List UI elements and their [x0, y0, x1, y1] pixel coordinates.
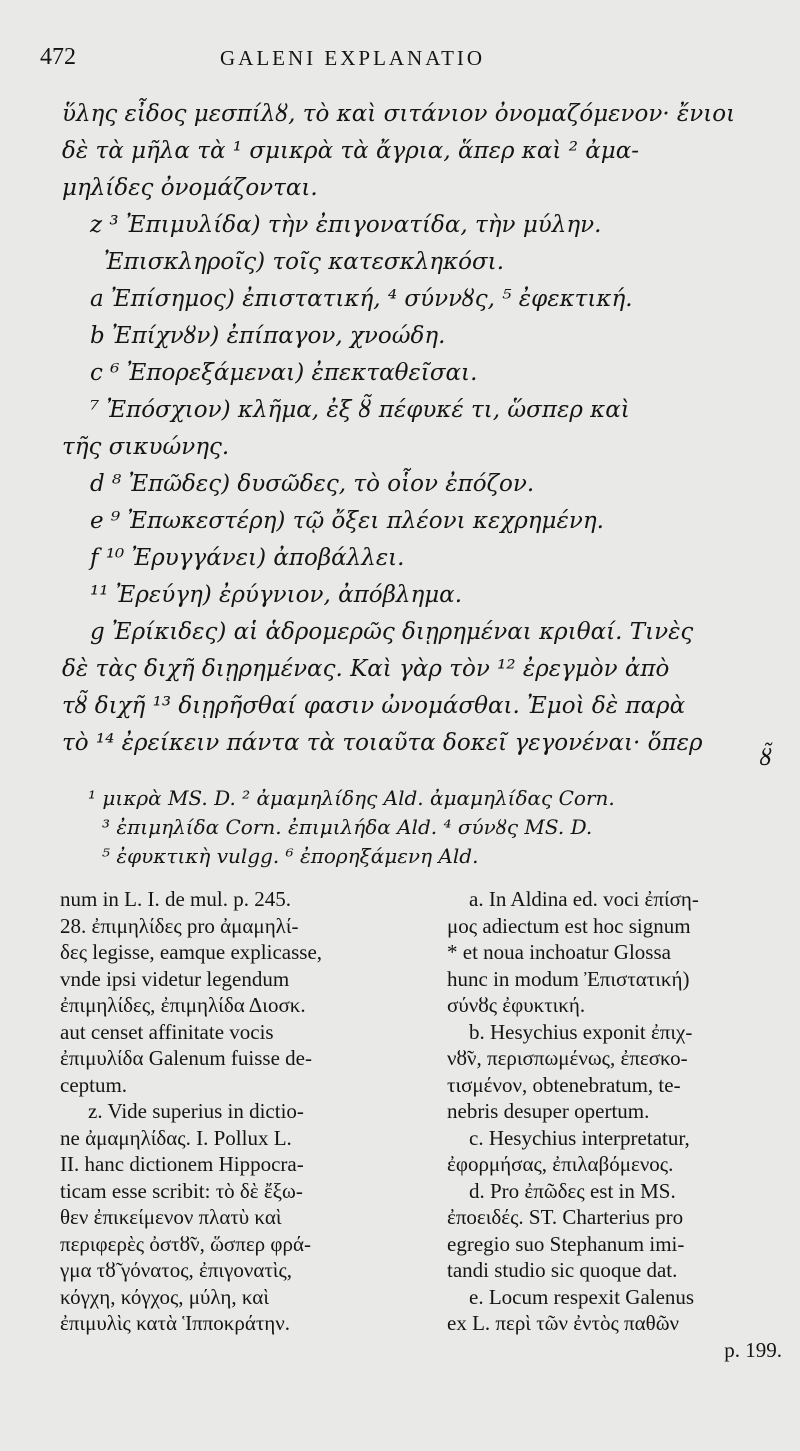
text-line: δὲ τὰ μῆλα τὰ ¹ σμικρὰ τὰ ἄγρια, ἅπερ καὶ ² ἀμα- [62, 138, 640, 164]
commentary-line: ceptum. [60, 1072, 128, 1097]
commentary-line: z. Vide superius in dictio- [88, 1099, 304, 1123]
commentary-line: θεν ἐπικείμενον πλατὺ καὶ [60, 1205, 282, 1229]
commentary-line: κόγχη, κόγχος, μύλη, καὶ [60, 1284, 269, 1309]
commentary-left-column [60, 886, 400, 1337]
gloss-entry: z ³ Ἐπιμυλίδα) τὴν ἐπιγονατίδα, τὴν μύλην. [90, 212, 602, 238]
text-line: τῆς σικυώνης. [62, 434, 230, 460]
commentary-line: ἐπιμηλίδες, ἐπιμηλίδα Διοσκ. [60, 993, 306, 1017]
text-line: τὸ ¹⁴ ἐρείκειν πάντα τὰ τοιαῦτα δοκεῖ γεγονέναι· ὅπερ [62, 730, 703, 756]
gloss-entry: Ἐπισκληροῖς) τοῖς κατεσκληκόσι. [104, 249, 505, 275]
commentary-line: ticam esse scribit: τὸ δὲ ἔξω- [60, 1178, 303, 1203]
commentary-line: δες legisse, eamque explicasse, [60, 940, 323, 964]
commentary-line: b. Hesychius exponit ἐπιχ- [469, 1019, 693, 1044]
gloss-entry: g Ἐρίκιδες) αἱ ἁδρομερῶς διῃρημέναι κριθαί. Τινὲς [90, 619, 694, 645]
commentary-line: c. Hesychius interpretatur, [469, 1125, 690, 1150]
footnotes [88, 784, 778, 871]
commentary-line: p. 199. [724, 1337, 782, 1362]
gloss-entry: a Ἐπίσημος) ἐπιστατική, ⁴ σύννȣς, ⁵ ἐφεκτική. [90, 286, 633, 312]
commentary-line: σύνȣς ἐφυκτική. [447, 993, 586, 1017]
gloss-entry: ¹¹ Ἐρεύγη) ἐρύγνιον, ἀπόβλημα. [90, 582, 463, 608]
commentary-line: ἐφορμήσας, ἐπιλαβόμενος. [447, 1152, 674, 1176]
gloss-entry: b Ἐπίχνȣν) ἐπίπαγον, χνοώδη. [90, 323, 446, 349]
commentary-line: περιφερὲς ὀστȣ̃ν, ὥσπερ φρά- [60, 1231, 311, 1256]
footnote-line: ¹ μικρὰ MS. D. ² ἀμαμηλίδης Ald. ἀμαμηλίδας Corn. [88, 786, 615, 810]
commentary-line: II. hanc dictionem Hippocra- [60, 1152, 304, 1176]
commentary-line: aut censet affinitate vocis [60, 1019, 274, 1044]
text-line: μηλίδες ὀνομάζονται. [62, 175, 318, 201]
gloss-entry: ⁷ Ἐπόσχιον) κλῆμα, ἐξ ȣ̃ πέφυκέ τι, ὥσπερ καὶ [90, 397, 630, 423]
catchword: ȣ̃ [759, 746, 772, 771]
commentary-line: γμα τȣ̃ γόνατος, ἐπιγονατὶς, [60, 1258, 293, 1282]
commentary-line: ne ἀμαμηλίδας. I. Pollux L. [60, 1125, 292, 1150]
commentary-line: τισμένον, obtenebratum, te- [447, 1072, 681, 1097]
running-title: GALENI EXPLANATIO [220, 46, 486, 70]
page-header [40, 44, 760, 78]
commentary-line: tandi studio sic quoque dat. [447, 1258, 678, 1282]
gloss-entry: f ¹⁰ Ἐρυγγάνει) ἀποβάλλει. [90, 545, 405, 571]
gloss-entry: e ⁹ Ἐπωκεστέρη) τῷ ὄξει πλέονι κεχρημένη. [90, 508, 604, 534]
text-line: τȣ̃ διχῆ ¹³ διῃρῆσθαί φασιν ὠνομάσθαι. Ἐμοὶ δὲ παρὰ [62, 693, 686, 719]
text-line: ὕλης εἶδος μεσπίλȣ, τὸ καὶ σιτάνιον ὀνομαζόμενον· ἔνιοι [62, 101, 736, 127]
commentary [60, 886, 780, 1406]
commentary-line: num in L. I. de mul. p. 245. [60, 887, 291, 911]
text-line: δὲ τὰς διχῆ διῃρημένας. Καὶ γὰρ τὸν ¹² ἐρεγμὸν ἀπὸ [62, 656, 670, 682]
commentary-line: nebris desuper opertum. [447, 1099, 650, 1123]
commentary-line: 28. ἐπιμηλίδες pro ἀμαμηλί- [60, 913, 299, 938]
commentary-line: hunc in modum Ἐπιστατική) [447, 966, 690, 991]
gloss-entry: d ⁸ Ἐπῶδες) δυσῶδες, τὸ οἷον ἐπόζον. [90, 471, 535, 497]
gloss-entry: c ⁶ Ἐπορεξάμεναι) ἐπεκταθεῖσαι. [90, 360, 478, 386]
commentary-line: e. Locum respexit Galenus [469, 1284, 695, 1309]
commentary-line: ἐπιμυλίδα Galenum fuisse de- [60, 1046, 312, 1070]
commentary-line: ἐπιμυλὶς κατὰ Ἱπποκράτην. [60, 1311, 291, 1335]
commentary-line: vnde ipsi videtur legendum [60, 966, 290, 991]
commentary-line: μος adiectum est hoc signum [447, 913, 691, 938]
greek-glossary-text [62, 96, 772, 762]
commentary-line: ex L. περὶ τῶν ἐντὸς παθῶν [447, 1311, 680, 1335]
commentary-line: * et noua inchoatur Glossa [447, 940, 671, 964]
commentary-line: νȣ̃ν, περισπωμένως, ἐπεσκο- [447, 1046, 688, 1070]
commentary-line: egregio suo Stephanum imi- [447, 1231, 685, 1256]
commentary-line: a. In Aldina ed. voci ἐπίση- [469, 887, 699, 911]
page-number: 472 [40, 44, 76, 70]
commentary-right-column [447, 886, 782, 1363]
footnote-line: ³ ἐπιμηλίδα Corn. ἐπιμιλήδα Ald. ⁴ σύνȣς MS. D. [102, 815, 593, 839]
footnote-line: ⁵ ἐφυκτικὴ vulgg. ⁶ ἐπορηξάμενη Ald. [102, 844, 479, 868]
commentary-line: ἐποειδές. ST. Charterius pro [447, 1205, 684, 1229]
commentary-line: d. Pro ἐπῶδες est in MS. [469, 1178, 676, 1203]
